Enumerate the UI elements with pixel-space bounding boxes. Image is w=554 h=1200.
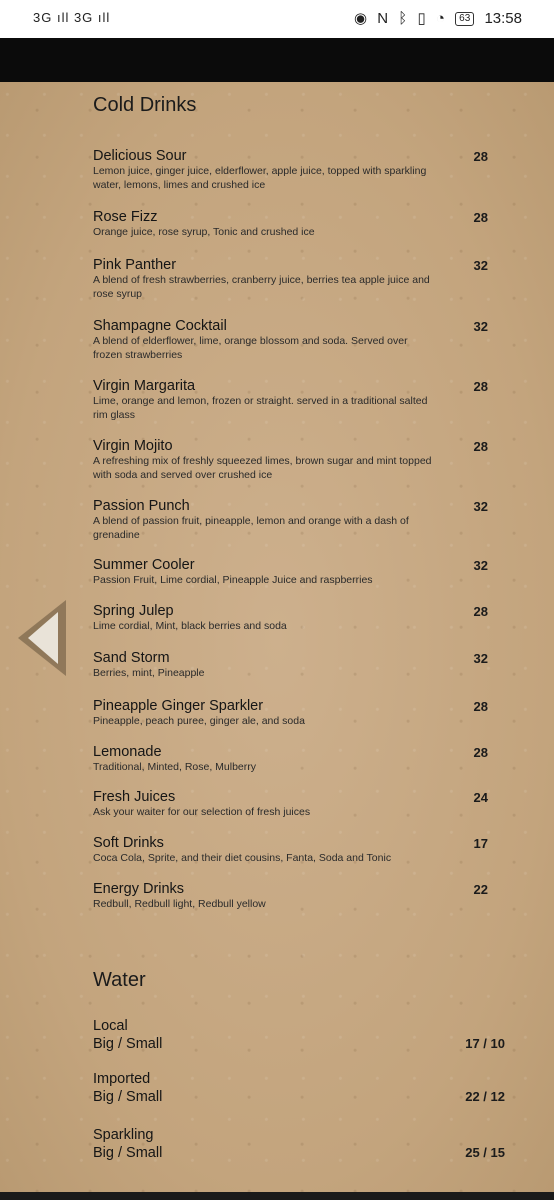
water-name: Sparkling: [93, 1127, 154, 1143]
item-price: 32: [473, 651, 488, 666]
water-price: 17 / 10: [465, 1036, 505, 1051]
signal-indicators: 3G ıll 3G ıll: [33, 10, 111, 25]
bottom-bar: [0, 1192, 554, 1200]
item-description: Ask your waiter for our selection of fresh juices: [93, 806, 311, 818]
list-item: [93, 744, 523, 775]
section-title-cold-drinks: Cold Drinks: [93, 94, 197, 116]
list-item: [93, 881, 523, 912]
item-price: 32: [473, 558, 488, 573]
item-name: Energy Drinks: [93, 881, 185, 897]
item-price: 28: [473, 149, 488, 164]
item-name: Rose Fizz: [93, 209, 158, 225]
item-description: Berries, mint, Pineapple: [93, 667, 205, 679]
list-item: [93, 789, 523, 820]
item-name: Virgin Mojito: [93, 438, 173, 454]
eye-icon: ◉: [354, 10, 368, 27]
item-description: Lime cordial, Mint, black berries and soda: [93, 620, 287, 632]
list-item: [93, 650, 523, 681]
item-price: 28: [473, 439, 488, 454]
water-size: Big / Small: [93, 1036, 163, 1052]
list-item: [93, 438, 523, 482]
item-description: Coca Cola, Sprite, and their diet cousins, Fanta, Soda and Tonic: [93, 852, 392, 864]
water-size: Big / Small: [93, 1145, 163, 1161]
item-description: Redbull, Redbull light, Redbull yellow: [93, 898, 266, 910]
item-name: Fresh Juices: [93, 789, 176, 805]
list-item: [93, 498, 523, 542]
item-name: Pink Panther: [93, 257, 177, 273]
item-description: A blend of elderflower, lime, orange blossom and soda. Served over frozen strawberries: [93, 335, 408, 361]
viewer-top-bar: [0, 38, 554, 82]
item-description: Lime, orange and lemon, frozen or straight. served in a traditional salted rim glass: [93, 395, 428, 421]
item-description: Lemon juice, ginger juice, elderflower, apple juice, topped with sparkling water, lemons, limes and crushed ice: [93, 165, 427, 191]
item-price: 28: [473, 745, 488, 760]
item-price: 24: [473, 790, 488, 805]
list-item: [93, 209, 523, 240]
vibrate-icon: ▯: [417, 10, 426, 27]
item-description: A refreshing mix of freshly squeezed limes, brown sugar and mint topped with soda and served over crushed ice: [93, 455, 432, 481]
item-name: Lemonade: [93, 744, 162, 760]
item-name: Soft Drinks: [93, 835, 164, 851]
back-arrow-icon[interactable]: [16, 598, 68, 678]
item-name: Summer Cooler: [93, 557, 195, 573]
item-price: 22: [473, 882, 488, 897]
list-item: [93, 1017, 505, 1053]
item-price: 28: [473, 699, 488, 714]
item-price: 28: [473, 210, 488, 225]
item-name: Spring Julep: [93, 603, 174, 619]
speed-icon: ◔: [435, 10, 445, 27]
bluetooth-icon: ᛒ: [398, 10, 408, 27]
section-title-water: Water: [93, 969, 146, 991]
item-price: 28: [473, 379, 488, 394]
item-price: 32: [473, 258, 488, 273]
list-item: [93, 698, 523, 729]
item-description: Passion Fruit, Lime cordial, Pineapple Juice and raspberries: [93, 574, 373, 586]
list-item: [93, 1070, 505, 1106]
item-price: 32: [473, 499, 488, 514]
item-name: Delicious Sour: [93, 148, 187, 164]
item-price: 17: [473, 836, 488, 851]
list-item: [93, 557, 523, 588]
item-description: Traditional, Minted, Rose, Mulberry: [93, 761, 257, 773]
list-item: [93, 835, 523, 866]
list-item: [93, 318, 523, 362]
item-name: Pineapple Ginger Sparkler: [93, 698, 264, 714]
list-item: [93, 378, 523, 422]
status-right: [348, 9, 522, 27]
item-description: Orange juice, rose syrup, Tonic and crushed ice: [93, 226, 315, 238]
item-price: 28: [473, 604, 488, 619]
item-name: Virgin Margarita: [93, 378, 196, 394]
water-name: Imported: [93, 1071, 151, 1087]
item-name: Passion Punch: [93, 498, 190, 514]
clock: 13:58: [484, 10, 522, 27]
list-item: [93, 148, 523, 192]
water-size: Big / Small: [93, 1089, 163, 1105]
item-description: A blend of fresh strawberries, cranberry juice, berries tea apple juice and rose syrup: [93, 274, 430, 300]
nfc-icon: N: [377, 10, 389, 27]
list-item: [93, 603, 523, 634]
water-price: 22 / 12: [465, 1089, 505, 1104]
status-bar: [0, 0, 554, 38]
item-description: A blend of passion fruit, pineapple, lemon and orange with a dash of grenadine: [93, 515, 409, 541]
item-name: Sand Storm: [93, 650, 170, 666]
list-item: [93, 257, 523, 301]
item-description: Pineapple, peach puree, ginger ale, and soda: [93, 715, 305, 727]
battery-icon: 63: [455, 12, 474, 26]
water-name: Local: [93, 1018, 128, 1034]
list-item: [93, 1126, 505, 1162]
item-price: 32: [473, 319, 488, 334]
item-name: Shampagne Cocktail: [93, 318, 227, 334]
water-price: 25 / 15: [465, 1145, 505, 1160]
